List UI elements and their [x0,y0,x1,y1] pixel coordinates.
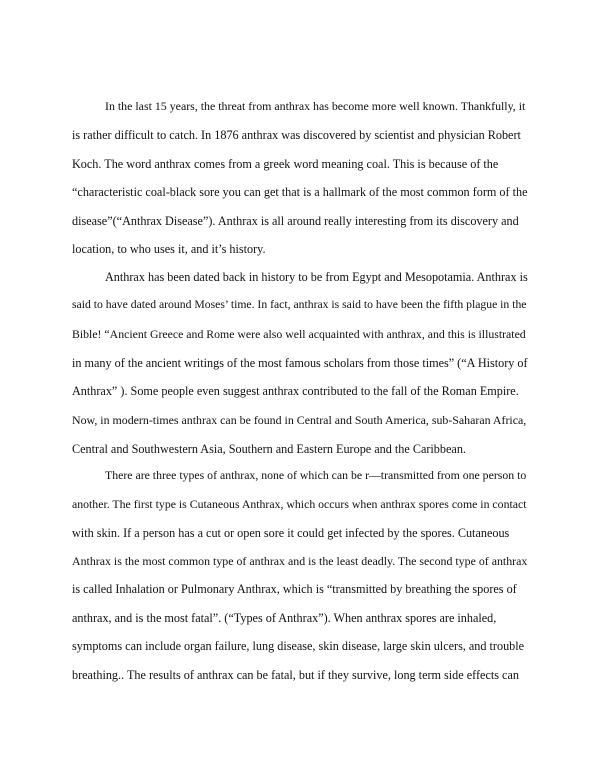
paragraph-3-line-3: with skin. If a person has a cut or open sore it could get infected by the spores. Cutaneous [72,526,510,540]
paragraph-2-line-7: Central and Southwestern Asia, Southern and Eastern Europe and the Caribbean. [72,442,466,456]
paragraph-3-line-5: is called Inhalation or Pulmonary Anthrax, which is “transmitted by breathing the spores of [72,582,517,596]
paragraph-2-line-1: Anthrax has been dated back in history to be from Egypt and Mesopotamia. Anthrax is [105,270,528,284]
paragraph-3-line-1: There are three types of anthrax, none of which can be r—transmitted from one person to [105,468,527,482]
paragraph-3-line-2: another. The first type is Cutaneous Anthrax, which occurs when anthrax spores come in contact [72,497,527,511]
paragraph-1-line-6: location, to who uses it, and it’s history. [72,242,266,256]
paragraph-1-line-1: In the last 15 years, the threat from anthrax has become more well known. Thankfully, it [105,99,526,113]
paragraph-1-line-2: is rather difficult to catch. In 1876 anthrax was discovered by scientist and physician Robert [72,128,521,142]
paragraph-2-line-6: Now, in modern-times anthrax can be found in Central and South America, sub-Saharan Africa, [72,413,527,427]
paragraph-2-line-5: Anthrax” ). Some people even suggest anthrax contributed to the fall of the Roman Empire. [72,384,519,398]
paragraph-1-line-3: Koch. The word anthrax comes from a greek word meaning coal. This is because of the [72,157,499,171]
paragraph-3-line-8: breathing.. The results of anthrax can be fatal, but if they survive, long term side effects can [72,668,519,682]
paragraph-3-line-4: Anthrax is the most common type of anthrax and is the least deadly. The second type of anthrax [72,554,528,568]
paragraph-3-line-6: anthrax, and is the most fatal”. (“Types of Anthrax”). When anthrax spores are inhaled, [72,611,497,625]
paragraph-1-line-4: “characteristic coal-black sore you can get that is a hallmark of the most common form of the [72,185,528,199]
paragraph-1-line-5: disease”(“Anthrax Disease”). Anthrax is all around really interesting from its discovery and [72,214,519,228]
paragraph-2-line-3: Bible! “Ancient Greece and Rome were also well acquainted with anthrax, and this is illustrated [72,327,526,341]
paragraph-2-line-2: said to have dated around Moses’ time. In fact, anthrax is said to have been the fifth plague in the [72,298,527,311]
paragraph-3-line-7: symptoms can include organ failure, lung disease, skin disease, large skin ulcers, and trouble [72,639,525,653]
paragraph-2-line-4: in many of the ancient writings of the most famous scholars from those times” (“A History of [72,356,528,370]
